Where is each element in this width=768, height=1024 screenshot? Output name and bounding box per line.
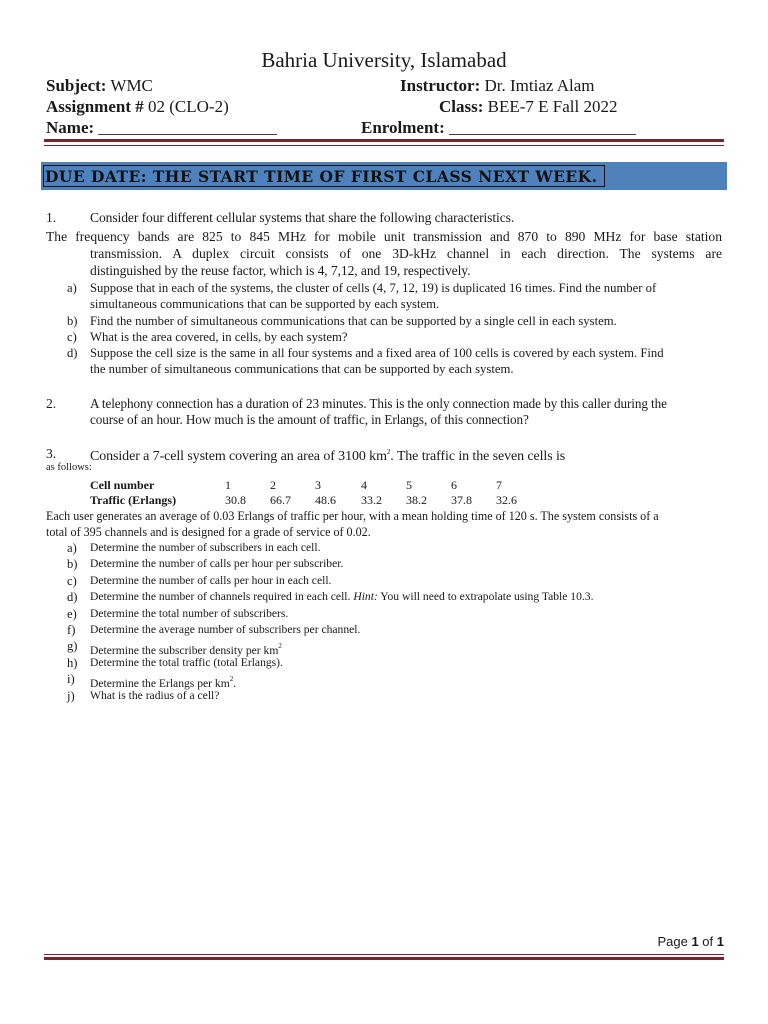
enrolment-line	[361, 118, 636, 138]
instructor-value: Dr. Imtiaz Alam	[480, 76, 595, 95]
q1-item-text: simultaneous communications that can be supported by each system.	[90, 297, 440, 311]
q2-line-1: A telephony connection has a duration of 23 minutes. This is the only connection made by this caller during the	[90, 396, 667, 411]
assignment-label: Assignment #	[46, 97, 144, 116]
q3-item-i-text: Determine the Erlangs per km	[90, 677, 230, 690]
table-cell-number: 5	[406, 478, 412, 492]
university-title: Bahria University, Islamabad	[261, 48, 507, 72]
q3-item-d-rest: You will need to extrapolate using Table 10.3.	[377, 590, 594, 603]
footer-divider-thick	[44, 957, 724, 960]
q1-number: 1.	[46, 210, 57, 225]
page-label: Page	[657, 934, 692, 949]
table-cell-number: 1	[225, 478, 231, 492]
q3-intro-sup: 2	[386, 448, 391, 456]
table-traffic-value: 38.2	[406, 493, 427, 507]
q1-line-4: distinguished by the reuse factor, which is 4, 7,12, and 19, respectively.	[90, 263, 471, 278]
table-traffic-value: 66.7	[270, 493, 291, 507]
q1-intro: Consider four different cellular systems that share the following characteristics.	[90, 210, 515, 225]
q3-item-label: d)	[67, 590, 78, 604]
q1-item-label: a)	[67, 281, 77, 295]
q3-item-label: a)	[67, 541, 77, 555]
q2-number: 2.	[46, 396, 57, 411]
q3-intro-a: Consider a 7-cell system covering an area of 3100 km	[90, 449, 387, 464]
q1-item-text: Find the number of simultaneous communications that can be supported by a single cell in each system.	[90, 314, 617, 328]
table-cell-number: 3	[315, 478, 321, 492]
table-row-label-cell-number: Cell number	[90, 478, 155, 492]
subject-value: WMC	[106, 76, 153, 95]
page-number	[657, 934, 724, 949]
table-traffic-value: 30.8	[225, 493, 246, 507]
q3-item-label: h)	[67, 656, 78, 670]
table-traffic-value: 37.8	[451, 493, 472, 507]
header-divider-thick	[44, 139, 724, 142]
q3-item-d-hint: Hint:	[353, 590, 378, 603]
q3-item-label: c)	[67, 574, 77, 588]
q2-line-2: course of an hour. How much is the amount of traffic, in Erlangs, of this connection?	[90, 412, 529, 427]
due-date-text: DUE DATE: THE START TIME OF FIRST CLASS NEXT WEEK.	[45, 167, 598, 186]
page-total: 1	[716, 934, 724, 949]
q3-number: 3.	[46, 446, 57, 461]
subject-line	[46, 76, 153, 96]
q3-item-label: f)	[67, 623, 76, 637]
q3-item-label: e)	[67, 607, 77, 621]
page-current: 1	[691, 934, 699, 949]
q3-intro-b: . The traffic in the seven cells is	[390, 449, 566, 464]
name-line	[46, 118, 277, 138]
assignment-line	[46, 97, 229, 117]
subject-label: Subject:	[46, 76, 107, 95]
q3-paragraph-2: total of 395 channels and is designed for a grade of service of 0.02.	[46, 525, 371, 539]
q1-line-2: The frequency bands are 825 to 845 MHz for mobile unit transmission and 870 to 890 MHz for base station	[46, 229, 722, 244]
class-label: Class:	[439, 97, 484, 116]
q3-item-g-sup: 2	[278, 642, 282, 650]
enrolment-label: Enrolment:	[361, 118, 445, 137]
q1-item-text: Suppose that in each of the systems, the cluster of cells (4, 7, 12, 19) is duplicated 16 times. Find the number of	[90, 281, 657, 295]
page-of: of	[698, 934, 717, 949]
q1-item-label: c)	[67, 330, 77, 344]
q1-line-3: transmission. A duplex circuit consists of one 3D-kHz channel in each direction. The systems are	[90, 246, 722, 261]
q3-item-text: Determine the number of calls per hour in each cell.	[90, 574, 332, 587]
q3-item-text: Determine the number of subscribers in each cell.	[90, 541, 321, 554]
header-divider-thin	[44, 145, 724, 146]
q3-as-follows: as follows:	[46, 462, 92, 473]
q3-item-text: Determine the number of calls per hour per subscriber.	[90, 557, 344, 570]
q1-item-label: d)	[67, 346, 78, 360]
q3-item-label: j)	[67, 689, 75, 703]
q3-item-i-after: .	[233, 677, 237, 690]
instructor-line	[400, 76, 595, 96]
q3-intro	[90, 444, 565, 465]
q1-item-text: the number of simultaneous communications that can be supported by each system.	[90, 362, 514, 376]
name-label: Name:	[46, 118, 95, 137]
class-value: BEE-7 E Fall 2022	[483, 97, 618, 116]
enrolment-blank: ______________________	[444, 118, 636, 137]
table-cell-number: 4	[361, 478, 367, 492]
q3-item-text: Determine the total number of subscribers.	[90, 607, 289, 620]
q3-item-text: Determine the average number of subscribers per channel.	[90, 623, 361, 636]
name-blank: _____________________	[94, 118, 277, 137]
q3-item-label: i)	[67, 672, 75, 686]
q3-item-i-sup: 2	[229, 675, 234, 683]
q3-item-g-text: Determine the subscriber density per km	[90, 644, 279, 657]
footer-divider-thin	[44, 954, 724, 955]
q3-item-d-text: Determine the number of channels required in each cell.	[90, 590, 354, 603]
q3-item-label: g)	[67, 639, 78, 653]
q3-item-text: What is the radius of a cell?	[90, 689, 220, 702]
q1-item-text: What is the area covered, in cells, by each system?	[90, 330, 348, 344]
table-row-label-traffic: Traffic (Erlangs)	[90, 493, 177, 507]
q1-item-text: Suppose the cell size is the same in all four systems and a fixed area of 100 cells is covered by each system. Find	[90, 346, 664, 360]
table-cell-number: 7	[496, 478, 502, 492]
class-line	[439, 97, 618, 117]
q3-item-label: b)	[67, 557, 78, 571]
q3-item-text	[90, 589, 594, 605]
q1-item-label: b)	[67, 314, 78, 328]
table-traffic-value: 32.6	[496, 493, 517, 507]
table-cell-number: 6	[451, 478, 457, 492]
q3-item-text: Determine the total traffic (total Erlangs).	[90, 656, 283, 669]
q3-paragraph-1: Each user generates an average of 0.03 Erlangs of traffic per hour, with a mean holding time of 120 s. The system consists of a	[46, 509, 659, 523]
table-traffic-value: 48.6	[315, 493, 336, 507]
assignment-value: 02 (CLO-2)	[143, 97, 229, 116]
table-cell-number: 2	[270, 478, 276, 492]
table-traffic-value: 33.2	[361, 493, 382, 507]
instructor-label: Instructor:	[400, 76, 481, 95]
